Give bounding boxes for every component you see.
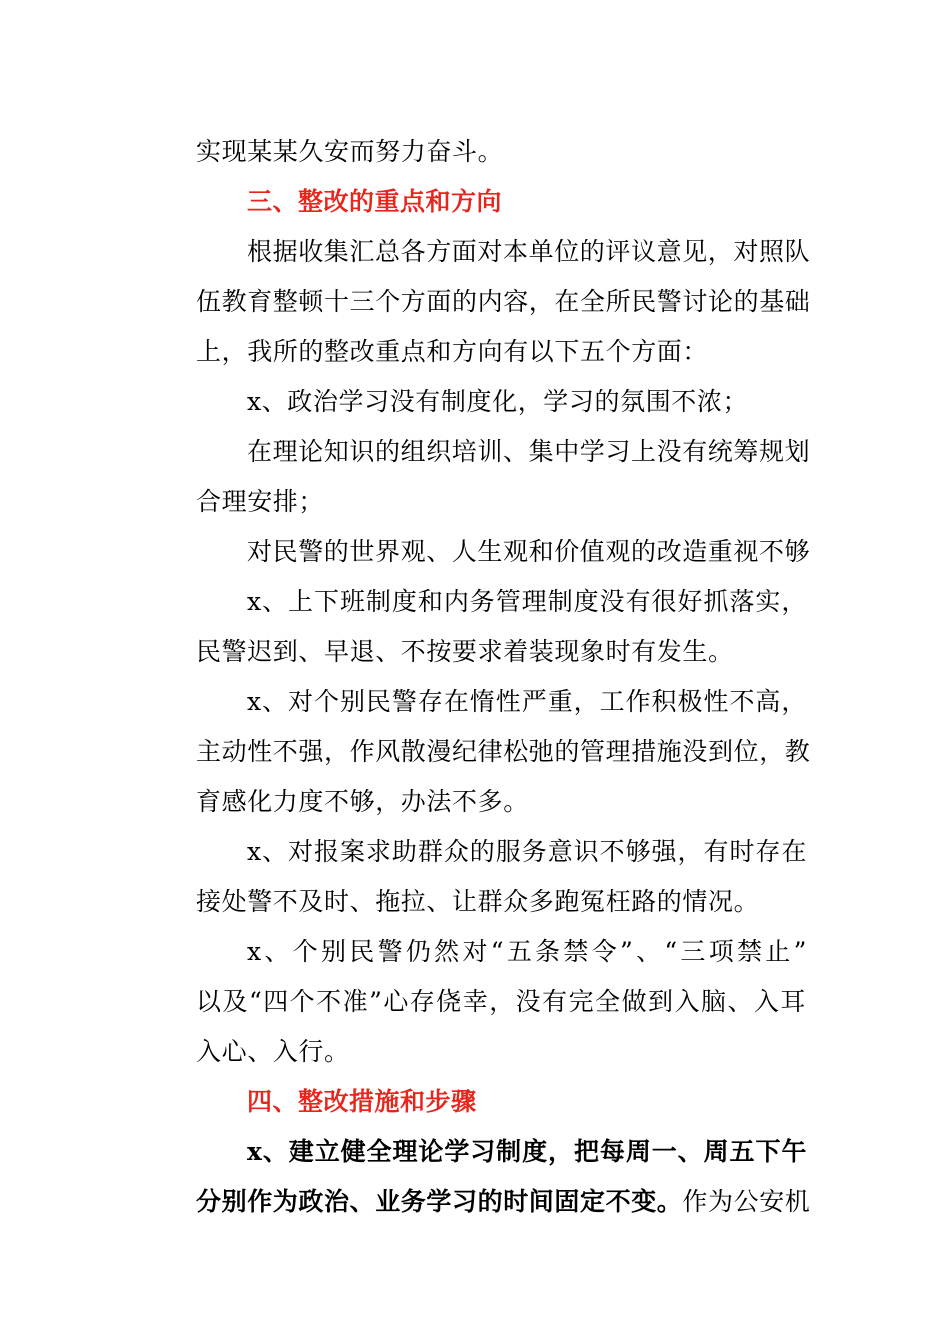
paragraph-line: 民警迟到、早退、不按要求着装现象时有发生。	[196, 637, 734, 666]
text-line-1: 实现某某久安而努力奋斗。	[196, 137, 504, 166]
paragraph-line: 对民警的世界观、人生观和价值观的改造重视不够	[247, 537, 811, 566]
paragraph-line: 以及“四个不准”心存侥幸，没有完全做到入脑、入耳	[196, 987, 806, 1016]
normal-text: 作为公安机	[682, 1187, 811, 1216]
paragraph-line: 接处警不及时、拖拉、让群众多跑冤枉路的情况。	[196, 887, 760, 916]
paragraph-line: 入心、入行。	[196, 1037, 350, 1066]
list-item-2: x、上下班制度和内务管理制度没有很好抓落实，	[247, 587, 807, 616]
section-heading-4: 四、整改措施和步骤	[247, 1087, 477, 1116]
list-item-4: x、对报案求助群众的服务意识不够强，有时存在	[247, 837, 807, 866]
list-item-5: x、个别民警仍然对“五条禁令”、“三项禁止”	[247, 937, 807, 966]
paragraph-line: 主动性不强，作风散漫纪律松弛的管理措施没到位，教	[196, 737, 811, 766]
list-item-1: x、政治学习没有制度化，学习的氛围不浓；	[247, 387, 749, 416]
paragraph-line: 合理安排；	[196, 487, 325, 516]
section-heading-3: 三、整改的重点和方向	[247, 187, 503, 216]
paragraph-line: 育感化力度不够，办法不多。	[196, 787, 529, 816]
paragraph-line: 根据收集汇总各方面对本单位的评议意见，对照队	[247, 237, 811, 266]
measure-item-1: x、建立健全理论学习制度，把每周一、周五下午	[247, 1137, 807, 1166]
bold-text: 分别作为政治、业务学习的时间固定不变。	[196, 1187, 683, 1216]
paragraph-line: 上，我所的整改重点和方向有以下五个方面：	[196, 337, 709, 366]
paragraph-line: 在理论知识的组织培训、集中学习上没有统筹规划	[247, 437, 811, 466]
paragraph-line-mixed	[196, 1182, 811, 1222]
paragraph-line: 伍教育整顿十三个方面的内容，在全所民警讨论的基础	[196, 287, 811, 316]
list-item-3: x、对个别民警存在惰性严重，工作积极性不高，	[247, 687, 807, 716]
